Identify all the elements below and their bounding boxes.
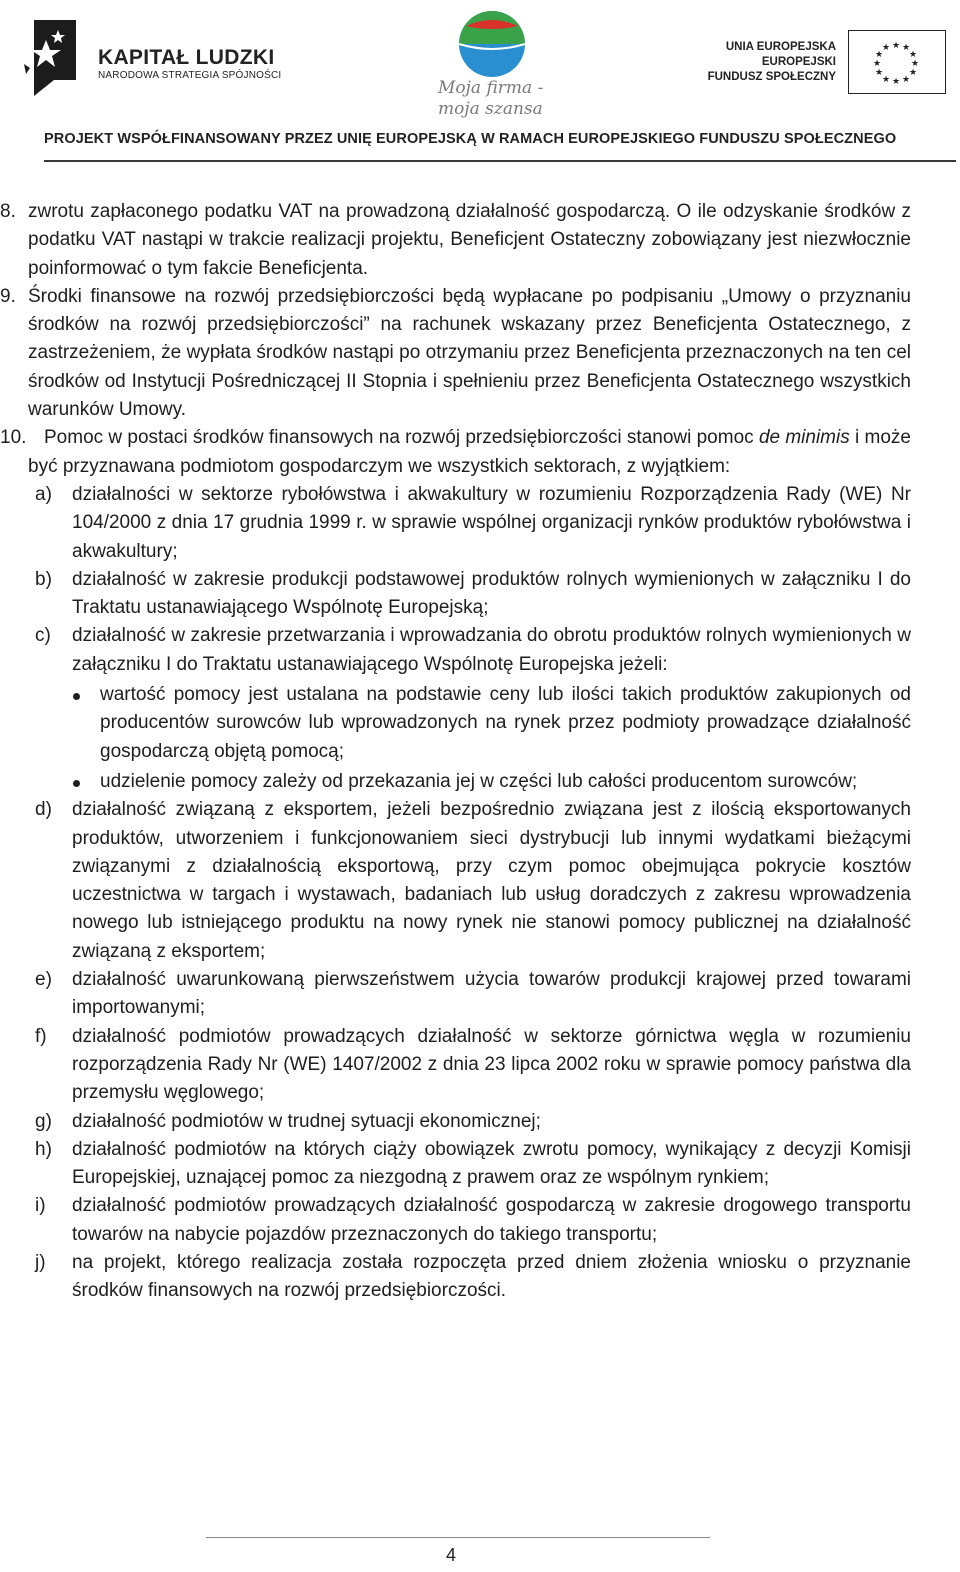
bullet-item-2 — [0, 768, 960, 796]
item-text: Środki finansowe na rozwój przedsiębiorczości będą wypłacane po podpisaniu „Umowy o przyznaniu środków na rozwój przedsiębiorczości” na rachunek wskazany przez Beneficjenta Ostatecznego, z zastrzeżeniem, że wypłata środków nastąpi po otrzymaniu przez Beneficjenta przeznaczonych na ten cel środków od Instytucji Pośredniczącej II Stopnia i spełnieniu przez Beneficjenta Ostatecznego wszystkich warunków Umowy. — [28, 285, 911, 421]
item-text: zwrotu zapłaconego podatku VAT na prowadzoną działalność gospodarczą. O ile odzyskanie środków z podatku VAT nastąpi w trakcie realizacji projektu, Beneficjent Ostateczny zobowiązany jest niezwłocznie poinformować o tym fakcie Beneficjenta. — [28, 201, 911, 279]
sub-item-text: działalność związaną z eksportem, jeżeli bezpośrednio związana jest z ilością eksportowanych produktów, utworzeniem i funkcjonowaniem sieci dystrybucji lub innymi wydatkami bieżącymi związanymi z działalnością eksportową, przy czym pomoc obejmująca pokrycie kosztów uczestnictwa w targach i wystawach, badaniach lub usług doradczych z zakresu wprowadzenia nowego lub istniejącego produktu na nowy rynek nie stanowi pomocy publicznej na działalność związaną z eksportem; — [72, 799, 911, 962]
header-divider — [44, 160, 956, 162]
sub-item-text: działalność podmiotów prowadzących działalność w sektorze górnictwa węgla w rozumieniu rozporządzenia Rady Nr (WE) 1407/2002 z dnia 23 lipca 2002 roku w sprawie pomocy państwa dla przemysłu węglowego; — [72, 1025, 911, 1104]
sub-item-label: b) — [35, 568, 52, 590]
svg-text:★: ★ — [874, 68, 884, 78]
svg-text:★: ★ — [901, 43, 911, 53]
eu-line1: UNIA EUROPEJSKA — [725, 41, 836, 53]
svg-text:★: ★ — [910, 59, 920, 69]
sub-item-c — [0, 622, 960, 679]
item-text-before: Pomoc w postaci środków finansowych na rozwój przedsiębiorczości stanowi pomoc — [44, 427, 754, 449]
item-text-italic: de minimis — [758, 427, 850, 449]
kapital-ludzki-logo — [24, 18, 284, 100]
sub-item-a — [0, 481, 960, 566]
svg-text:★: ★ — [872, 59, 882, 69]
sub-item-label: h) — [35, 1138, 52, 1160]
kapital-ludzki-subtitle: NARODOWA STRATEGIA SPÓJNOŚCI — [98, 70, 282, 81]
sub-item-j — [0, 1249, 960, 1306]
kapital-ludzki-emblem-icon — [24, 18, 80, 98]
sub-item-label: j) — [35, 1251, 46, 1273]
bullet-text: wartość pomocy jest ustalana na podstawie ceny lub ilości takich produktów zakupionych od producentów surowców lub wprowadzonych na rynek przez podmioty prowadzące działalność gospodarczą objętą pomocą; — [100, 684, 911, 762]
svg-text:★: ★ — [874, 50, 884, 60]
sub-item-h — [0, 1136, 960, 1193]
bullet-dot-icon — [73, 780, 80, 787]
sub-item-label: e) — [35, 969, 52, 991]
svg-text:★: ★ — [881, 43, 891, 53]
sub-item-b — [0, 566, 960, 623]
sub-item-label: i) — [35, 1195, 46, 1217]
sub-item-text: na projekt, którego realizacja została rozpoczęta przed dniem złożenia wniosku o przyznanie środków finansowych na rozwój przedsiębiorczości. — [72, 1251, 911, 1302]
bullet-item-1 — [0, 681, 960, 766]
svg-text:★: ★ — [901, 75, 911, 85]
sub-item-label: d) — [35, 799, 52, 821]
footer-divider — [206, 1537, 710, 1538]
svg-text:★: ★ — [891, 77, 901, 87]
sub-item-f — [0, 1023, 960, 1108]
sub-item-text: działalność podmiotów prowadzących działalność gospodarczą w zakresie drogowego transportu towarów na nabycie pojazdów przeznaczonych do takiego transportu; — [72, 1195, 911, 1245]
document-body — [0, 198, 960, 1306]
moja-firma-globe-icon — [456, 8, 528, 80]
svg-text:★: ★ — [908, 68, 918, 78]
project-cofinancing-line: PROJEKT WSPÓŁFINANSOWANY PRZEZ UNIĘ EUROPEJSKĄ W RAMACH EUROPEJSKIEGO FUNDUSZU SPOŁECZNEGO — [44, 131, 897, 147]
item-number: 10. — [0, 427, 27, 449]
list-item-9 — [0, 283, 960, 424]
list-item-10 — [0, 424, 960, 481]
sub-item-g — [0, 1108, 960, 1136]
item-text-after: i może być przyznawana podmiotom gospodarczym we wszystkich sektorach, z wyjątkiem: — [28, 427, 911, 477]
moja-firma-line1: Moja firma - — [438, 78, 544, 98]
sub-item-label: c) — [35, 625, 51, 647]
sub-item-label: g) — [35, 1110, 52, 1132]
svg-text:★: ★ — [881, 75, 891, 85]
page-header — [0, 0, 960, 170]
bullet-dot-icon — [73, 693, 80, 700]
eu-flag-icon — [848, 30, 946, 94]
sub-item-label: a) — [35, 483, 52, 505]
eu-line3: FUNDUSZ SPOŁECZNY — [707, 71, 836, 83]
sub-item-text: działalność w zakresie przetwarzania i wprowadzania do obrotu produktów rolnych wymienionych w załączniku I do Traktatu ustanawiającego Wspólnotę Europejska jeżeli: — [72, 625, 911, 675]
bullet-text: udzielenie pomocy zależy od przekazania jej w części lub całości producentom surowców; — [100, 770, 858, 792]
kapital-ludzki-title: KAPITAŁ LUDZKI — [98, 46, 275, 69]
sub-item-d — [0, 796, 960, 966]
sub-item-text: działalność podmiotów w trudnej sytuacji ekonomicznej; — [72, 1110, 541, 1132]
sub-item-e — [0, 966, 960, 1023]
sub-item-i — [0, 1192, 960, 1249]
eu-fund-label — [708, 40, 836, 85]
eu-line2: EUROPEJSKI — [761, 56, 836, 68]
sub-item-text: działalność podmiotów na których ciąży obowiązek zwrotu pomocy, wynikający z decyzji Komisji Europejskiej, uznającej pomoc za niezgodną z prawem oraz ze wspólnym rynkiem; — [72, 1138, 911, 1189]
svg-text:★: ★ — [908, 50, 918, 60]
moja-firma-logo — [430, 8, 560, 118]
sub-item-text: działalności w sektorze rybołówstwa i akwakultury w rozumieniu Rozporządzenia Rady (WE) Nr 104/2000 z dnia 17 grudnia 1999 r. w sprawie wspólnej organizacji rynków produktów rybołówstwa i akwakultury; — [72, 483, 911, 562]
item-number: 8. — [0, 201, 16, 222]
item-number: 9. — [0, 285, 16, 307]
moja-firma-line2: moja szansa — [438, 99, 543, 119]
sub-item-text: działalność uwarunkowaną pierwszeństwem użycia towarów produkcji krajowej przed towarami importowanymi; — [72, 969, 911, 1019]
list-item-8 — [0, 198, 960, 283]
page-number: 4 — [446, 1545, 457, 1565]
sub-item-text: działalność w zakresie produkcji podstawowej produktów rolnych wymienionych w załączniku I do Traktatu ustanawiającego Wspólnotę Europejską; — [72, 568, 911, 619]
sub-item-label: f) — [35, 1025, 47, 1047]
svg-text:★: ★ — [891, 41, 901, 51]
